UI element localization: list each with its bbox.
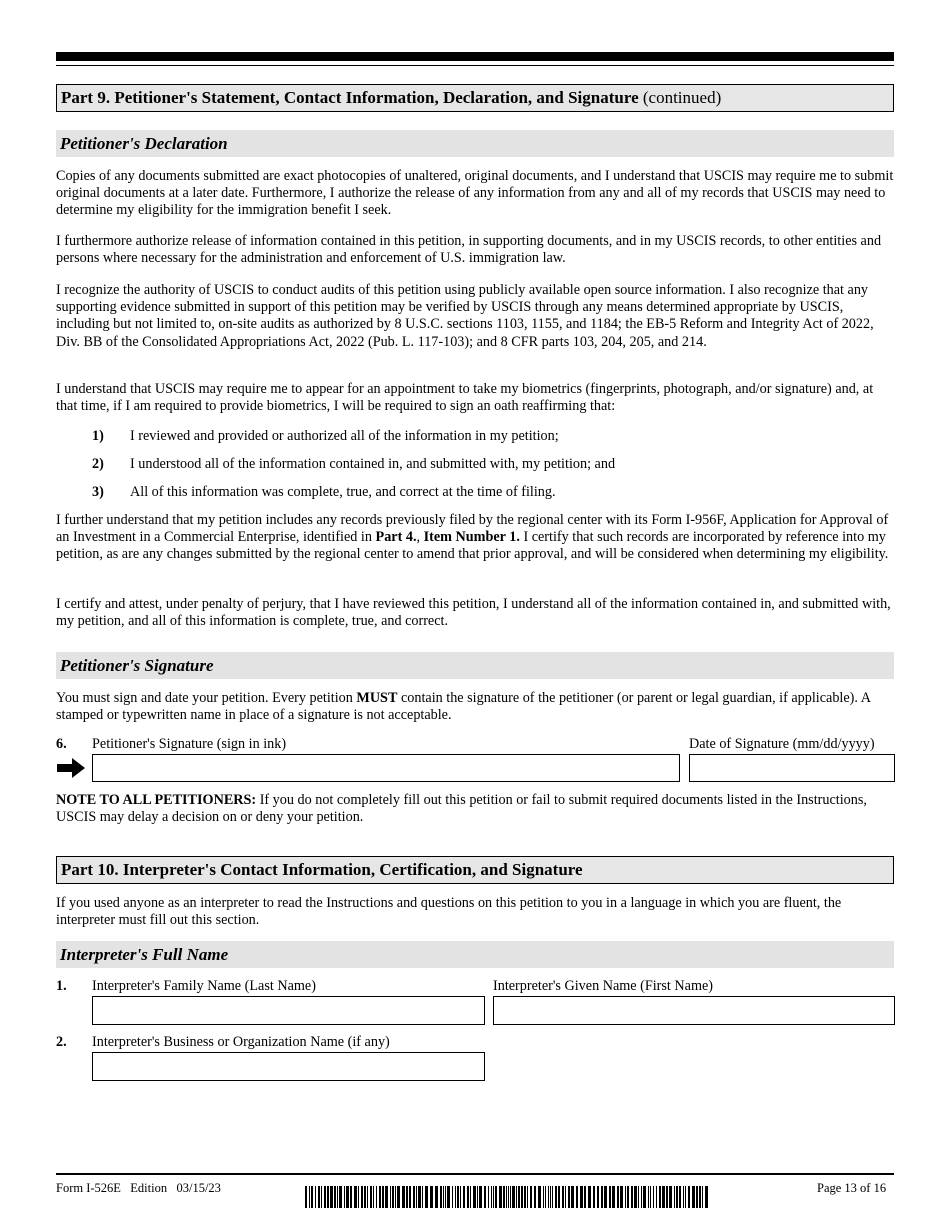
note-text: If you do not completely fill out this petition or fail to submit required documents listed in the Instructions, USCIS may delay a decision on or deny your petition. [56,792,867,826]
barcode-bar [493,1186,494,1208]
barcode-bar [452,1186,453,1208]
oath-item-text: I reviewed and provided or authorized all of the information in my petition; [130,428,559,444]
barcode-bar [491,1186,492,1208]
barcode-bar [443,1186,444,1208]
barcode-bar [402,1186,405,1208]
barcode-bar [653,1186,654,1208]
barcode-bar [662,1186,665,1208]
barcode-bar [625,1186,626,1208]
part9-title-continued: (continued) [638,88,722,107]
barcode-bar [562,1186,564,1208]
barcode-bar [337,1186,338,1208]
barcode-bar [631,1186,633,1208]
barcode-bar [367,1186,368,1208]
barcode-bar [321,1186,322,1208]
oath-item-number: 2) [92,456,104,472]
barcode-bar [477,1186,478,1208]
form-edition: Form I-526E Edition 03/15/23 [56,1181,221,1195]
barcode-bar [463,1186,465,1208]
barcode-bar [676,1186,678,1208]
barcode-bar [376,1186,377,1208]
barcode-bar [354,1186,357,1208]
barcode-bar [385,1186,388,1208]
barcode-bar [692,1186,695,1208]
declaration-paragraph-5 [56,512,894,564]
footer-rule [56,1173,894,1175]
barcode-bar [373,1186,374,1208]
p5-bold-item: Item Number 1. [423,529,520,546]
interpreter-business-name-field[interactable] [92,1052,485,1081]
barcode-bar [527,1186,528,1208]
part9-header [56,84,894,112]
barcode-bar [346,1186,349,1208]
barcode-bar [430,1186,433,1208]
barcode-bar [395,1186,396,1208]
part10-intro: If you used anyone as an interpreter to read the Instructions and questions on this petition to you in a language in which you are fluent, the interpreter must fill out this section. [56,895,842,929]
barcode-bar [305,1186,307,1208]
barcode-bar [409,1186,411,1208]
barcode-bar [558,1186,560,1208]
right-arrow-icon [57,758,85,778]
declaration-paragraph-1: Copies of any documents submitted are exact photocopies of unaltered, original documents, and I understand that USCIS may require me to submit original documents at a later date. Furthermore, I authorize the release of any information from any and all of my records that USCIS may need to determine my eligibility for the immigration benefit I seek. [56,168,894,219]
barcode-bar [324,1186,326,1208]
page-number: Page 13 of 16 [817,1181,887,1195]
signature-text-a: You must sign and date your petition. Every petition [56,690,357,706]
note-label: NOTE TO ALL PETITIONERS: [56,792,257,808]
barcode-bar [638,1186,639,1208]
barcode-bar [447,1186,450,1208]
barcode-bar [568,1186,570,1208]
barcode-bar [669,1186,672,1208]
barcode-bar [656,1186,657,1208]
barcode-bar [467,1186,469,1208]
signature-label: Petitioner's Signature (sign in ink) [92,736,287,752]
declaration-paragraph-4: I understand that USCIS may require me to appear for an appointment to take my biometrics (fingerprints, photograph, and/or signature) and, at that time, if I am required to provide biometrics, I will be required to sign an oath reaffirming that: [56,381,874,415]
top-thin-rule [56,65,894,66]
barcode-bar [334,1186,336,1208]
barcode-bar [506,1186,507,1208]
barcode-bar [510,1186,511,1208]
barcode-bar [565,1186,566,1208]
part10-header: Part 10. Interpreter's Contact Information, Certification, and Signature [56,856,894,884]
barcode-bar [555,1186,557,1208]
barcode-bar [358,1186,359,1208]
p5-text-a: I further understand that my petition includes any records previously filed by the regional center with its Form I-956F, Application for Approval of an Investment in a Commercial Enterprise, identified in [56,512,889,546]
signature-heading: Petitioner's Signature [56,652,894,679]
barcode-bar [597,1186,599,1208]
barcode-bar [382,1186,384,1208]
barcode-bar [364,1186,366,1208]
barcode-bar [440,1186,442,1208]
barcode-bar [406,1186,408,1208]
barcode-bar [518,1186,520,1208]
signature-must: MUST [356,690,398,706]
barcode-bar [612,1186,615,1208]
barcode-bar [550,1186,551,1208]
business-name-label: Interpreter's Business or Organization Name (if any) [92,1034,390,1050]
barcode-bar [543,1186,544,1208]
barcode-icon [305,1186,711,1208]
declaration-heading: Petitioner's Declaration [56,130,894,157]
item-number-2: 2. [56,1034,67,1050]
barcode-bar [512,1186,515,1208]
barcode-bar [422,1186,423,1208]
barcode-bar [309,1186,310,1208]
barcode-bar [516,1186,517,1208]
barcode-bar [552,1186,553,1208]
barcode-bar [484,1186,486,1208]
barcode-bar [445,1186,446,1208]
barcode-bar [617,1186,619,1208]
barcode-bar [659,1186,661,1208]
barcode-bar [479,1186,482,1208]
barcode-bar [584,1186,586,1208]
barcode-bar [390,1186,391,1208]
barcode-bar [609,1186,611,1208]
barcode-bar [588,1186,591,1208]
petitioner-signature-field[interactable] [92,754,680,782]
barcode-bar [330,1186,333,1208]
barcode-bar [499,1186,502,1208]
date-of-signature-label: Date of Signature (mm/dd/yyyy) [689,736,875,752]
item-number-6: 6. [56,736,67,752]
barcode-bar [530,1186,532,1208]
signature-instructions [56,690,894,724]
barcode-bar [699,1186,701,1208]
barcode-bar [455,1186,456,1208]
barcode-bar [648,1186,649,1208]
barcode-bar [503,1186,505,1208]
p5-bold-part: Part 4. [375,529,417,546]
barcode-bar [620,1186,623,1208]
barcode-bar [571,1186,574,1208]
barcode-bar [666,1186,668,1208]
barcode-bar [685,1186,686,1208]
barcode-bar [370,1186,372,1208]
oath-item-text: I understood all of the information contained in, and submitted with, my petition; and [130,456,616,472]
barcode-bar [508,1186,509,1208]
barcode-bar [548,1186,549,1208]
barcode-bar [538,1186,541,1208]
declaration-paragraph-2: I furthermore authorize release of information contained in this petition, in supporting documents, and in my USCIS records, to other entities and persons where necessary for the administration and enforcement of U.S. immigration law. [56,233,882,267]
barcode-bar [311,1186,313,1208]
item-number-1: 1. [56,978,67,994]
barcode-bar [361,1186,363,1208]
oath-item-number: 3) [92,484,104,500]
barcode-bar [488,1186,489,1208]
barcode-bar [350,1186,352,1208]
barcode-bar [435,1186,438,1208]
barcode-bar [470,1186,471,1208]
barcode-bar [576,1186,578,1208]
interpreter-name-heading: Interpreter's Full Name [56,941,894,968]
signature-text-b: contain the signature of the petitioner (or parent or legal guardian, if applicable). A stamped or typewritten name in place of a signature is not acceptable. [56,690,871,724]
given-name-label: Interpreter's Given Name (First Name) [493,978,714,994]
barcode-bar [634,1186,637,1208]
barcode-bar [344,1186,345,1208]
barcode-bar [545,1186,546,1208]
barcode-bar [379,1186,381,1208]
barcode-bar [534,1186,536,1208]
barcode-bar [315,1186,316,1208]
barcode-bar [604,1186,607,1208]
oath-item-number: 1) [92,428,104,444]
barcode-bar [413,1186,415,1208]
barcode-bar [601,1186,603,1208]
barcode-bar [318,1186,320,1208]
barcode-bar [643,1186,646,1208]
interpreter-given-name-field[interactable] [493,996,895,1025]
barcode-bar [473,1186,476,1208]
barcode-bar [524,1186,526,1208]
barcode-bar [674,1186,675,1208]
barcode-bar [683,1186,684,1208]
barcode-bar [696,1186,698,1208]
barcode-bar [705,1186,708,1208]
family-name-label: Interpreter's Family Name (Last Name) [92,978,316,994]
barcode-bar [418,1186,421,1208]
barcode-bar [425,1186,428,1208]
part9-title: Part 9. Petitioner's Statement, Contact Information, Declaration, and Signature [61,88,639,107]
barcode-bar [397,1186,400,1208]
barcode-bar [339,1186,342,1208]
barcode-bar [702,1186,703,1208]
barcode-bar [593,1186,595,1208]
top-thick-rule [56,52,894,61]
barcode-bar [641,1186,642,1208]
p5-text-c: I certify that such records are incorporated by reference into my petition, as are any changes submitted by the regional center to amend that prior approval, and will be considered when determining my eligibility. [56,529,889,563]
barcode-bar [495,1186,497,1208]
note-to-petitioners [56,792,894,826]
barcode-bar [521,1186,523,1208]
barcode-bar [457,1186,459,1208]
barcode-bar [688,1186,690,1208]
barcode-bar [327,1186,329,1208]
barcode-bar [416,1186,417,1208]
declaration-paragraph-6: I certify and attest, under penalty of perjury, that I have reviewed this petition, I understand all of the information contained in, and submitted with, my petition, and all of this information is complete, true, and correct. [56,596,891,630]
barcode-bar [392,1186,394,1208]
barcode-bar [460,1186,461,1208]
p5-text-b: , [416,529,424,546]
date-of-signature-field[interactable] [689,754,895,782]
declaration-paragraph-3: I recognize the authority of USCIS to conduct audits of this petition using publicly available open source information. I also recognize that any supporting evidence submitted in support of this petition may be verified by USCIS through any means determined appropriate by USCIS, including but not limited to, on-site audits as authorized by 8 U.S.C. sections 1103, 1155, and 1184; the EB-5 Reform and Integrity Act of 2022, Div. BB of the Consolidated Appropriations Act, 2022 (Pub. L. 117-103); and 8 CFR parts 103, 204, 205, and 214. [56,282,874,350]
barcode-bar [580,1186,583,1208]
barcode-bar [650,1186,651,1208]
oath-item-text: All of this information was complete, true, and correct at the time of filing. [130,484,556,500]
interpreter-family-name-field[interactable] [92,996,485,1025]
barcode-bar [679,1186,681,1208]
barcode-bar [627,1186,629,1208]
